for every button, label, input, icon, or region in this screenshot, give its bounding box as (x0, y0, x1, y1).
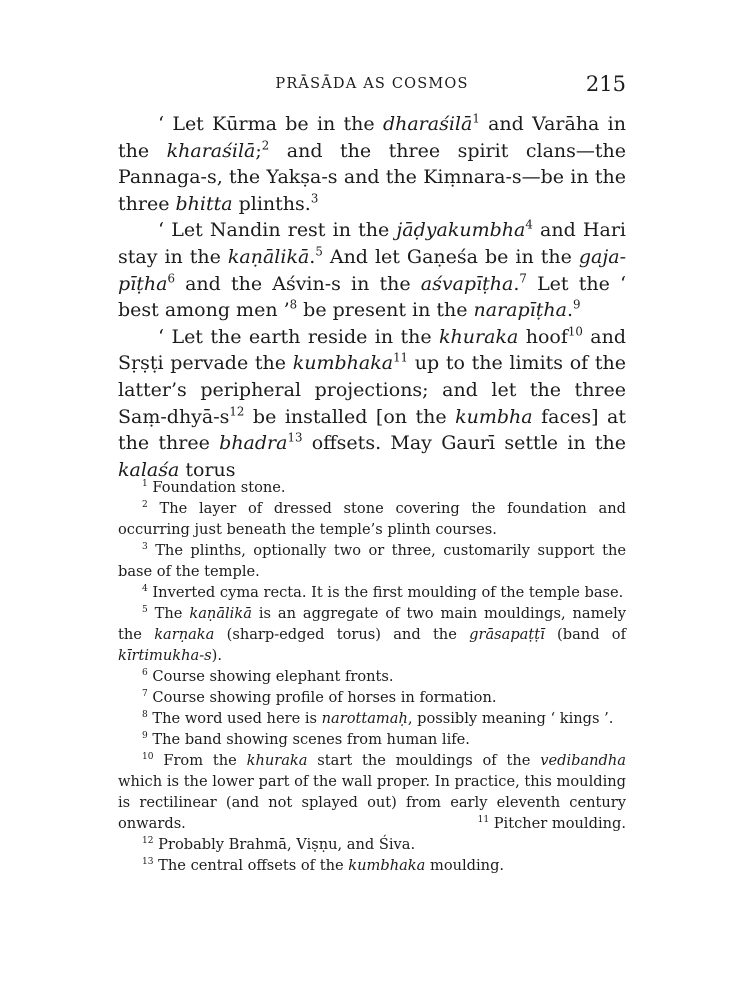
footnote-2: $^2$ The layer of dressed stone covering the foundation and occurring just beneath the temple’s plinth courses. (118, 500, 626, 538)
footnote-ref-12: 12 (229, 404, 245, 419)
footnote-9: $^9$ The band showing scenes from human life. (142, 731, 470, 748)
footnote-13: $^{13}$ The central offsets of the kumbhaka moulding. (142, 857, 505, 874)
paragraph-1: ‘ Let Kūrma be in the dharaśilā$^1$ and Varāha in the kharaśilā;$^2$ and the three spirit clans—the Pannaga-s, the Yakṣa-s and the Kiṃnara-s—be in the three bhitta plinths.$^3$ (118, 111, 627, 215)
footnote-ref-11: 11 (393, 351, 409, 366)
footnote-ref-6: 6 (167, 271, 175, 286)
footnote-6: $^6$ Course showing elephant fronts. (142, 668, 394, 685)
main-text (118, 111, 626, 483)
footnote-ref-9: 9 (573, 297, 581, 312)
footnote-ref-4: 4 (525, 218, 533, 233)
footnote-ref-10: 10 (567, 324, 583, 339)
footnote-ref-13: 13 (287, 430, 303, 445)
footnote-ref-1: 1 (472, 111, 480, 126)
footnote-ref-5: 5 (315, 244, 323, 259)
footnote-ref-7: 7 (519, 271, 527, 286)
footnote-7: $^7$ Course showing profile of horses in formation. (142, 689, 497, 706)
footnote-4: $^4$ Inverted cyma recta. It is the first moulding of the temple base. (142, 584, 624, 601)
paragraph-3: ‘ Let the earth reside in the khuraka hoof$^{10}$ and Sṛṣṭi pervade the kumbhaka$^{11}$ up to the limits of the latter’s peripheral projections; and let the three Saṃ-$dhyā-s^{12}$ be installed [on the kumbha faces] at the three bhadra$^{13}$ offsets. May Gaurī settle in the kalaśa torus (118, 324, 627, 481)
footnote-8: $^8$ The word used here is narottamaḥ, possibly meaning ‘ kings ’. (142, 710, 614, 727)
running-head: PRĀSĀDA AS COSMOS (275, 76, 469, 92)
footnote-ref-2: 2 (261, 138, 270, 153)
footnote-12: $^{12}$ Probably Brahmā, Viṣṇu, and Śiva. (142, 836, 416, 853)
footnote-3: $^3$ The plinths, optionally two or three, customarily support the base of the temple. (118, 542, 626, 580)
footnote-10: $^{10}$ From the khuraka start the mouldings of the vedibandha which is the lower part of the wall proper. In practice, this moulding is rectilinear (and not splayed out) from early eleventh century onwards. $^{11}$ Pitcher moulding. (118, 752, 626, 832)
footnotes (118, 477, 626, 876)
page-header (118, 72, 626, 96)
footnote-1: $^1$ Foundation stone. (142, 479, 286, 496)
footnote-5: $^5$ The kaṇālikā is an aggregate of two main mouldings, namely the karṇaka (sharp-edged torus) and the grāsapaṭṭī (band of kīrtimukha-s). (118, 605, 626, 664)
footnote-11: $^{11}$ Pitcher moulding. (477, 815, 626, 832)
paragraph-2: ‘ Let Nandin rest in the jāḍyakumbha$^4$ and Hari stay in the kaṇālikā.$^5$ And let Gaṇeśa be in the gaja-pīṭha$^6$ and the Aśvin-s in the aśvapīṭha.$^7$ Let the ‘ best among men ’$^8$ be present in the narapīṭha.$^9$ (118, 218, 627, 322)
footnote-ref-3: 3 (310, 191, 319, 206)
footnote-ref-8: 8 (289, 297, 298, 312)
page-number: 215 (585, 72, 626, 96)
